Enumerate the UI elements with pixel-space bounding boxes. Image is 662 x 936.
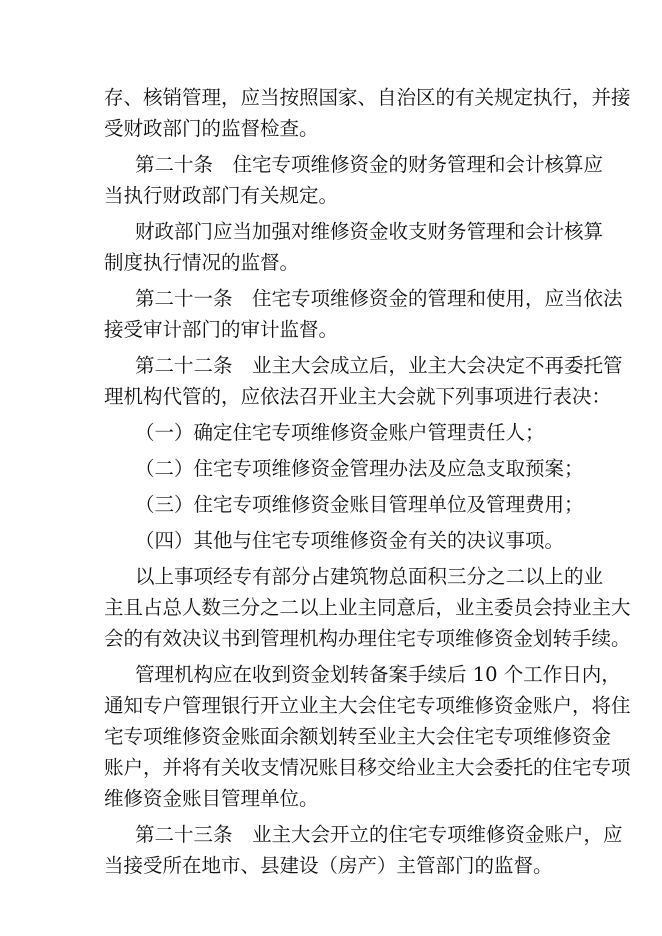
paragraph-continuation: [104, 82, 631, 144]
text-line: （三）住宅专项维修资金账目管理单位及管理费用；: [135, 493, 584, 516]
text-line: 维修资金账目管理单位。: [104, 787, 319, 810]
paragraph-article-20: [104, 149, 604, 211]
text-line: 财政部门应当加强对维修资金收支财务管理和会计核算: [135, 220, 604, 243]
text-line: 接受审计部门的审计监督。: [104, 318, 339, 341]
text-line: 存、核销管理，应当按照国家、自治区的有关规定执行，并接: [104, 86, 631, 109]
paragraph-article-23: [104, 819, 623, 881]
text-line: （四）其他与住宅专项维修资金有关的决议事项。: [135, 529, 565, 552]
text-line: 主且占总人数三分之二以上业主同意后，业主委员会持业主大: [104, 596, 631, 619]
text-line: 通知专户管理银行开立业主大会住宅专项维修资金账户，将住: [104, 694, 631, 717]
text-line: 理机构代管的，应依法召开业主大会就下列事项进行表决：: [104, 385, 612, 408]
list-item-3: [104, 489, 584, 520]
text-line: 账户，并将有关收支情况账目移交给业主大会委托的住宅专项: [104, 756, 631, 779]
text-line: 以上事项经专有部分占建筑物总面积三分之二以上的业: [135, 565, 604, 588]
text-line: 当接受所在地市、县建设（房产）主管部门的监督。: [104, 854, 553, 877]
text-line: （一）确定住宅专项维修资金账户管理责任人；: [135, 421, 545, 444]
list-item-2: [104, 453, 584, 484]
text-line: 宅专项维修资金账面余额划转至业主大会住宅专项维修资金: [104, 725, 612, 748]
text-line: （二）住宅专项维修资金管理办法及应急支取预案；: [135, 457, 584, 480]
text-line: 管理机构应在收到资金划转备案手续后 10 个工作日内，: [135, 663, 621, 686]
text-line: 当执行财政部门有关规定。: [104, 184, 339, 207]
paragraph-transfer-conditions: [104, 561, 631, 654]
text-line: 会的有效决议书到管理机构办理住宅专项维修资金划转手续。: [104, 627, 631, 650]
text-line: 制度执行情况的监督。: [104, 251, 300, 274]
text-line: 第二十条 住宅专项维修资金的财务管理和会计核算应: [135, 153, 604, 176]
document-body: [104, 82, 631, 881]
paragraph-article-21: [104, 283, 623, 345]
text-line: 第二十一条 住宅专项维修资金的管理和使用，应当依法: [135, 287, 623, 310]
paragraph-transfer-procedure: [104, 659, 631, 814]
paragraph-article-22: [104, 350, 623, 412]
text-line: 第二十二条 业主大会成立后，业主大会决定不再委托管: [135, 354, 623, 377]
text-line: 受财政部门的监督检查。: [104, 117, 319, 140]
list-item-4: [104, 525, 574, 556]
text-line: 第二十三条 业主大会开立的住宅专项维修资金账户，应: [135, 823, 623, 846]
list-item-1: [104, 417, 574, 448]
paragraph-finance-supervision: [104, 216, 604, 278]
